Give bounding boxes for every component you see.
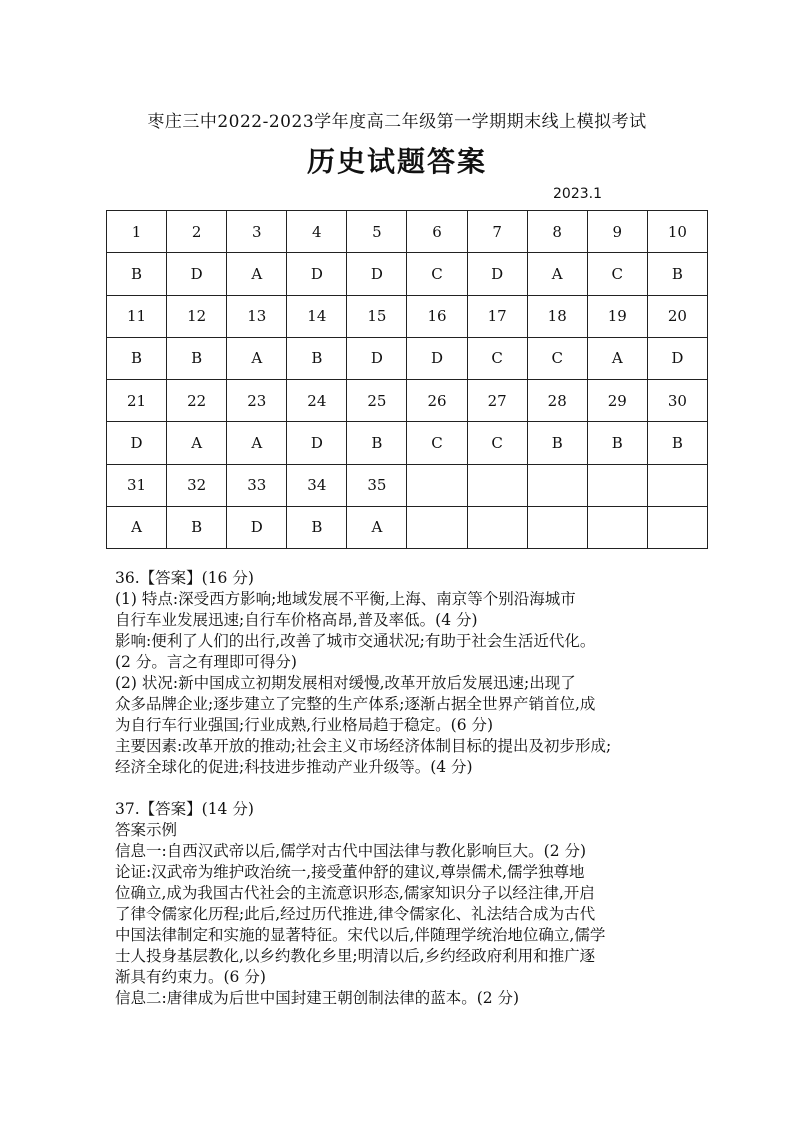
- answer-cell: D: [227, 506, 287, 548]
- question-number-cell: 24: [287, 380, 347, 422]
- answer-cell: A: [227, 337, 287, 379]
- answer-cell: C: [407, 422, 467, 464]
- q37-line: 位确立,成为我国古代社会的主流意识形态,儒家知识分子以经注律,开启: [115, 884, 595, 902]
- answer-cell: [587, 506, 647, 548]
- question-number-cell: 27: [467, 380, 527, 422]
- answer-cell: B: [587, 422, 647, 464]
- q36-line: 自行车业发展迅速;自行车价格高昂,普及率低。(4 分): [115, 611, 478, 629]
- question-number-cell: 35: [347, 464, 407, 506]
- answer-cell: A: [227, 422, 287, 464]
- question-number-cell: [527, 464, 587, 506]
- question-number-cell: 18: [527, 295, 587, 337]
- question-number-cell: 25: [347, 380, 407, 422]
- answer-cell: B: [527, 422, 587, 464]
- question-number-cell: 29: [587, 380, 647, 422]
- question-number-cell: [467, 464, 527, 506]
- q37-line: 信息二:唐律成为后世中国封建王朝创制法律的蓝本。(2 分): [115, 989, 520, 1007]
- q37-line: 论证:汉武帝为维护政治统一,接受董仲舒的建议,尊崇儒术,儒学独尊地: [115, 863, 585, 881]
- question-number-cell: [647, 464, 707, 506]
- answer-cell: A: [347, 506, 407, 548]
- answer-cell: C: [407, 253, 467, 295]
- school-exam-header: 枣庄三中2022-2023学年度高二年级第一学期期末线上模拟考试: [147, 112, 647, 132]
- question-number-cell: 17: [467, 295, 527, 337]
- q37-line: 信息一:自西汉武帝以后,儒学对古代中国法律与教化影响巨大。(2 分): [115, 842, 587, 860]
- question-number-cell: 15: [347, 295, 407, 337]
- answer-cell: D: [107, 422, 167, 464]
- question-number-cell: 14: [287, 295, 347, 337]
- answer-cell: B: [287, 337, 347, 379]
- answer-cell: D: [287, 422, 347, 464]
- answer-cell: [407, 506, 467, 548]
- question-number-cell: 5: [347, 211, 407, 253]
- answer-cell: [467, 506, 527, 548]
- question-number-row: [107, 295, 708, 337]
- q36-line: 众多品牌企业;逐步建立了完整的生产体系;逐渐占据全世界产销首位,成: [115, 695, 596, 713]
- question-number-cell: 33: [227, 464, 287, 506]
- question-number-cell: 10: [647, 211, 707, 253]
- answer-table: [106, 210, 708, 549]
- q36-heading: 36.【答案】(16 分): [115, 569, 254, 587]
- question-number-cell: 7: [467, 211, 527, 253]
- question-number-cell: 34: [287, 464, 347, 506]
- answer-cell: C: [467, 422, 527, 464]
- answer-body: [115, 568, 705, 1009]
- answer-cell: D: [407, 337, 467, 379]
- question-number-cell: 11: [107, 295, 167, 337]
- answer-cell: B: [647, 253, 707, 295]
- q37-line: 了律令儒家化历程;此后,经过历代推进,律令儒家化、礼法结合成为古代: [115, 905, 596, 923]
- question-number-cell: 16: [407, 295, 467, 337]
- q37-line: 答案示例: [115, 821, 178, 839]
- answer-cell: A: [107, 506, 167, 548]
- question-number-row: [107, 211, 708, 253]
- question-number-row: [107, 380, 708, 422]
- q36-line: 影响:便利了人们的出行,改善了城市交通状况;有助于社会生活近代化。: [115, 632, 596, 650]
- question-number-cell: 30: [647, 380, 707, 422]
- answer-cell: D: [167, 253, 227, 295]
- question-number-cell: 32: [167, 464, 227, 506]
- q37-line: 渐具有约束力。(6 分): [115, 968, 266, 986]
- section-gap: [115, 778, 705, 799]
- question-number-cell: 9: [587, 211, 647, 253]
- question-number-cell: 12: [167, 295, 227, 337]
- question-number-row: [107, 464, 708, 506]
- answer-cell: B: [347, 422, 407, 464]
- question-number-cell: [407, 464, 467, 506]
- question-number-cell: 23: [227, 380, 287, 422]
- page-title: 历史试题答案: [306, 145, 487, 178]
- answer-row: [107, 506, 708, 548]
- answer-cell: C: [467, 337, 527, 379]
- question-number-cell: 20: [647, 295, 707, 337]
- answer-cell: D: [347, 337, 407, 379]
- q36-line: 主要因素:改革开放的推动;社会主义市场经济体制目标的提出及初步形成;: [115, 737, 612, 755]
- question-number-cell: 31: [107, 464, 167, 506]
- question-number-cell: 6: [407, 211, 467, 253]
- q36-line: 为自行车行业强国;行业成熟,行业格局趋于稳定。(6 分): [115, 716, 494, 734]
- answer-row: [107, 337, 708, 379]
- question-number-cell: 13: [227, 295, 287, 337]
- question-number-cell: 22: [167, 380, 227, 422]
- answer-cell: B: [287, 506, 347, 548]
- question-number-cell: 4: [287, 211, 347, 253]
- q37-line: 中国法律制定和实施的显著特征。宋代以后,伴随理学统治地位确立,儒学: [115, 926, 606, 944]
- answer-cell: A: [227, 253, 287, 295]
- answer-cell: B: [107, 337, 167, 379]
- question-number-cell: 21: [107, 380, 167, 422]
- answer-cell: [647, 506, 707, 548]
- answer-cell: D: [467, 253, 527, 295]
- answer-cell: A: [527, 253, 587, 295]
- answer-cell: B: [167, 337, 227, 379]
- q37-heading: 37.【答案】(14 分): [115, 800, 254, 818]
- q36-line: 经济全球化的促进;科技进步推动产业升级等。(4 分): [115, 758, 473, 776]
- answer-cell: B: [647, 422, 707, 464]
- answer-cell: C: [587, 253, 647, 295]
- question-number-cell: 2: [167, 211, 227, 253]
- question-number-cell: 26: [407, 380, 467, 422]
- answer-cell: [527, 506, 587, 548]
- q36-line: (1) 特点:深受西方影响;地域发展不平衡,上海、南京等个别沿海城市: [115, 590, 576, 608]
- answer-row: [107, 253, 708, 295]
- answer-row: [107, 422, 708, 464]
- answer-cell: A: [167, 422, 227, 464]
- exam-date: 2023.1: [553, 186, 602, 202]
- question-number-cell: [587, 464, 647, 506]
- question-number-cell: 1: [107, 211, 167, 253]
- question-number-cell: 19: [587, 295, 647, 337]
- q37-line: 士人投身基层教化,以乡约教化乡里;明清以后,乡约经政府利用和推广逐: [115, 947, 596, 965]
- answer-cell: B: [107, 253, 167, 295]
- answer-cell: C: [527, 337, 587, 379]
- question-number-cell: 3: [227, 211, 287, 253]
- question-number-cell: 8: [527, 211, 587, 253]
- q36-line: (2 分。言之有理即可得分): [115, 653, 297, 671]
- answer-cell: D: [287, 253, 347, 295]
- answer-cell: A: [587, 337, 647, 379]
- question-number-cell: 28: [527, 380, 587, 422]
- q36-line: (2) 状况:新中国成立初期发展相对缓慢,改革开放后发展迅速;出现了: [115, 674, 576, 692]
- answer-cell: B: [167, 506, 227, 548]
- answer-cell: D: [347, 253, 407, 295]
- answer-cell: D: [647, 337, 707, 379]
